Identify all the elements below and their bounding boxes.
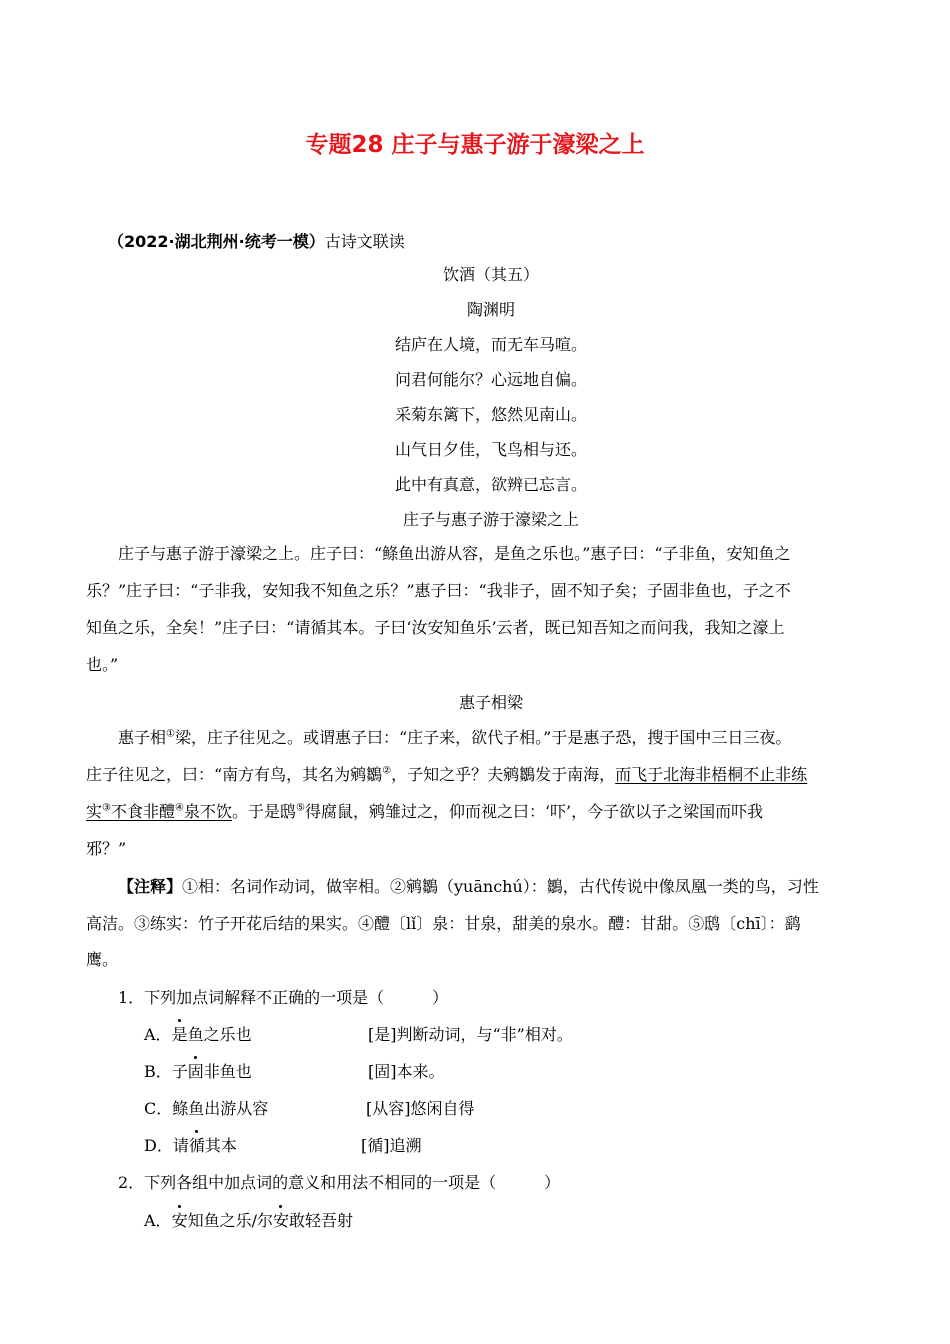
notes-line: 鹰。 [86, 950, 119, 969]
notes-line: 【注释】①相：名词作动词，做宰相。②鹓鶵（yuānchú）：鶵，古代传说中像凤凰一类的鸟，习性 [118, 877, 819, 896]
source-desc: 古诗文联读 [324, 232, 405, 251]
q1-option-c-expl: [从容]悠闲自得 [366, 1099, 475, 1118]
underlined-text: 实③不食非醴④泉不饮 [86, 802, 232, 821]
notes-line: 高洁。③练实：竹子开花后结的果实。④醴〔lǐ〕泉：甘泉，甜美的泉水。醴：甘甜。⑤鸱〔chī〕：鹞 [86, 914, 801, 933]
q1-option-b[interactable]: B．子固非鱼也 [144, 1059, 252, 1082]
passage1-line: 知鱼之乐，全矣！”庄子曰：“请循其本。子曰‘汝安知鱼乐’云者，既已知吾知之而问我，我知之濠上 [86, 618, 785, 637]
passage2-line: 邪？” [86, 839, 127, 858]
dotted-char: 安 [273, 1208, 289, 1231]
q1-option-a[interactable]: A．是鱼之乐也 [144, 1022, 252, 1045]
question-2-stem: 2．下列各组中加点词的意义和用法不相同的一项是（ ） [118, 1173, 561, 1192]
q1-option-d[interactable]: D．请循其本 [144, 1133, 237, 1156]
q1-option-d-expl: [循]追溯 [361, 1136, 422, 1155]
notes-label: 【注释】 [118, 877, 183, 896]
poem-title: 饮酒（其五） [442, 265, 539, 284]
passage1-line: 庄子与惠子游于濠梁之上。庄子曰：“鲦鱼出游从容，是鱼之乐也。”惠子曰：“子非鱼，安知鱼之 [118, 544, 791, 563]
q2-option-a[interactable]: A．安知鱼之乐/尔安敢轻吾射 [144, 1208, 353, 1231]
page-title: 专题28 庄子与惠子游于濠梁之上 [305, 132, 645, 158]
poem-author: 陶渊明 [466, 300, 515, 319]
passage1-title: 庄子与惠子游于濠梁之上 [402, 510, 579, 529]
poem-line: 此中有真意，欲辨已忘言。 [394, 475, 587, 494]
dotted-char: 循 [189, 1133, 205, 1156]
poem-line: 结庐在人境，而无车马喧。 [394, 335, 587, 354]
poem-line: 问君何能尔？心远地自偏。 [394, 370, 587, 389]
q1-option-b-expl: [固]本来。 [368, 1062, 445, 1081]
poem-line: 采菊东篱下，悠然见南山。 [394, 405, 587, 424]
poem-line: 山气日夕佳，飞鸟相与还。 [394, 440, 587, 459]
passage1-line: 也。” [86, 655, 119, 674]
dotted-char: 安 [172, 1208, 188, 1231]
underlined-text: 而飞于北海非梧桐不止非练 [615, 765, 808, 784]
dotted-char: 固 [188, 1059, 204, 1082]
passage2-line: 惠子相①梁，庄子往见之。或谓惠子曰：“庄子来，欲代子相。”于是惠子恐，搜于国中三日三夜。 [118, 728, 792, 747]
passage2-line: 庄子往见之，曰：“南方有鸟，其名为鹓鶵②，子知之乎？夫鹓鶵发于南海，而飞于北海非梧桐不止非练 [86, 765, 808, 784]
dotted-char: 是 [172, 1022, 188, 1045]
q1-option-c[interactable]: C．鲦鱼出游从容 [144, 1099, 269, 1118]
passage1-line: 乐？”庄子曰：“子非我，安知我不知鱼之乐？”惠子曰：“我非子，固不知子矣；子固非鱼也，子之不 [86, 581, 791, 600]
passage2-title: 惠子相梁 [458, 693, 523, 712]
passage2-line: 实③不食非醴④泉不饮。于是鸱⑤得腐鼠，鹓雏过之，仰而视之曰：‘吓’，今子欲以子之梁国而吓我 [86, 802, 764, 821]
q1-option-a-expl: [是]判断动词，与“非”相对。 [368, 1025, 573, 1044]
question-1-stem: 1．下列加点词解释不正确的一项是（ ） [118, 988, 449, 1007]
source-line [108, 229, 405, 252]
source-label: （2022·湖北荆州·统考一模） [108, 232, 325, 251]
